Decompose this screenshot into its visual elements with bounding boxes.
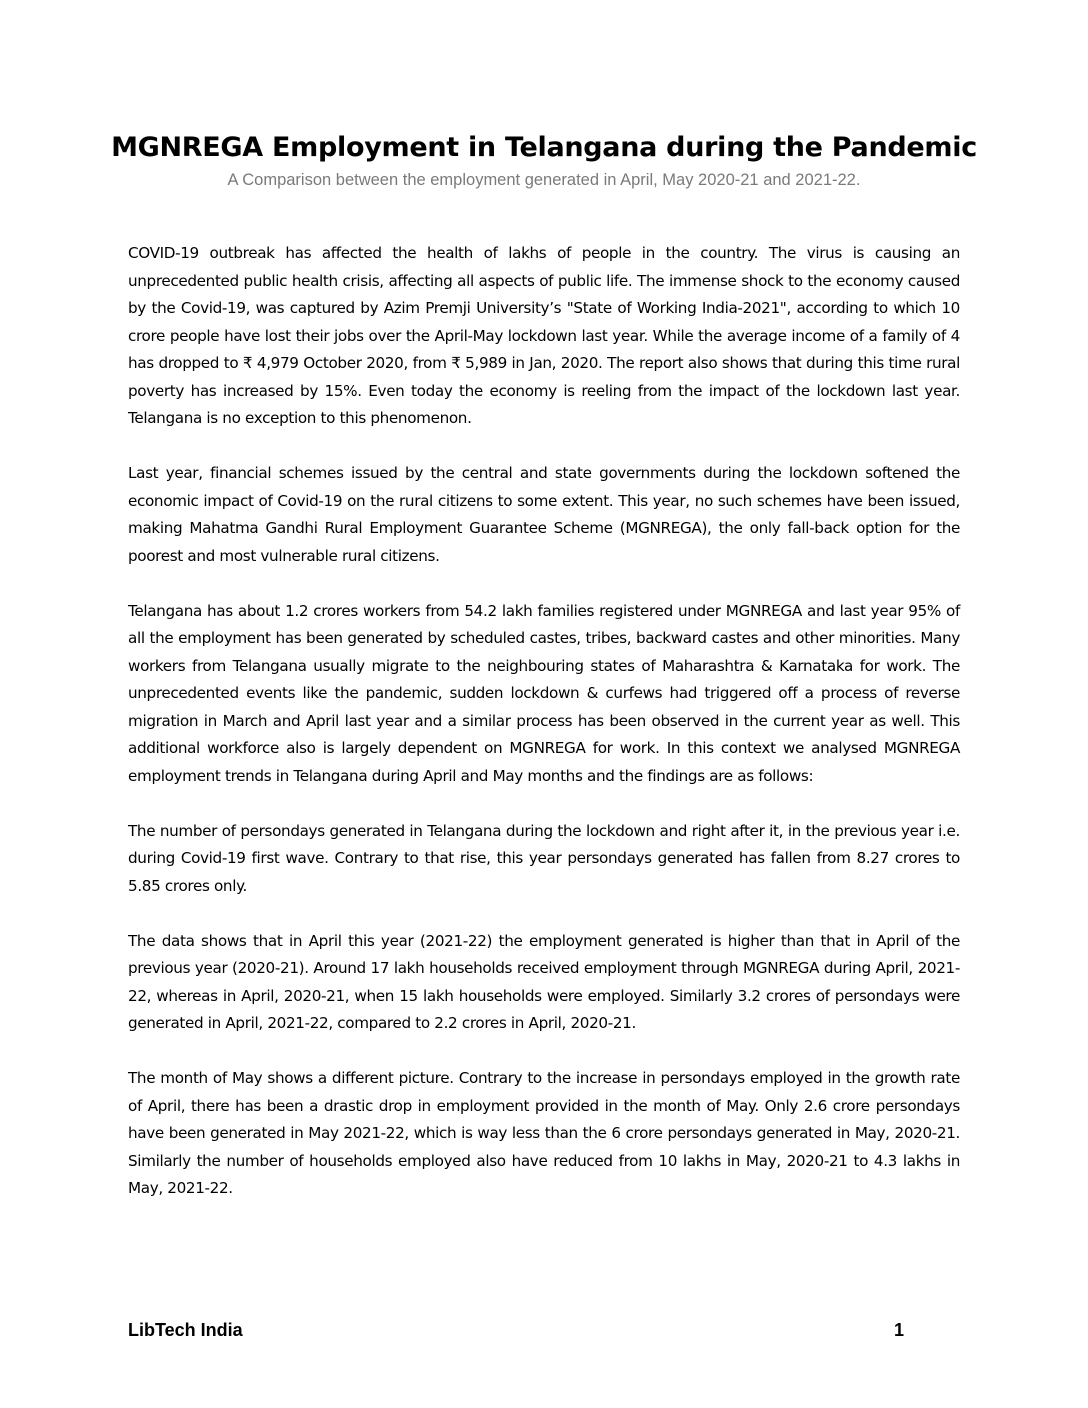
page-subtitle: A Comparison between the employment generated in April, May 2020-21 and 2021-22. — [227, 171, 861, 189]
paragraph-financial-schemes: Last year, financial schemes issued by the central and state governments during the lockdown softened the economic impact of Covid-19 on the rural citizens to some extent. This year, no such schemes have been issued, making Mahatma Gandhi Rural Employment Guarantee Scheme (MGNREGA), the only fall-back option for the poorest and most vulnerable rural citizens. — [128, 464, 960, 565]
paragraph-april-employment: The data shows that in April this year (2021-22) the employment generated is higher than that in April of the previous year (2020-21). Around 17 lakh households received employment through MGNREGA during April, 2021-22, whereas in April, 2020-21, when 15 lakh households were employed. Similarly 3.2 crores of persondays were generated in April, 2021-22, compared to 2.2 crores in April, 2020-21. — [128, 931, 960, 1032]
footer-organization: LibTech India — [128, 1320, 243, 1340]
paragraph-covid-impact: COVID-19 outbreak has affected the health of lakhs of people in the country. The virus is causing an unprecedented public health crisis, affecting all aspects of public life. The immense shock to the economy caused by the Covid-19, was captured by Azim Premji University’s "State of Working India-2021", according to which 10 crore people have lost their jobs over the April-May lockdown last year. While the average income of a family of 4 has dropped to ₹ 4,979 October 2020, from ₹ 5,989 in Jan, 2020. The report also shows that during this time rural poverty has increased by 15%. Even today the economy is reeling from the impact of the lockdown last year. Telangana is no exception to this phenomenon. — [128, 244, 960, 427]
paragraph-may-employment: The month of May shows a different picture. Contrary to the increase in persondays employed in the growth rate of April, there has been a drastic drop in employment provided in the month of May. Only 2.6 crore persondays have been generated in May 2021-22, which is way less than the 6 crore persondays generated in May, 2020-21. Similarly the number of households employed also have reduced from 10 lakhs in May, 2020-21 to 4.3 lakhs in May, 2021-22. — [128, 1069, 960, 1197]
paragraph-telangana-workers: Telangana has about 1.2 crores workers from 54.2 lakh families registered under MGNREGA and last year 95% of all the employment has been generated by scheduled castes, tribes, backward castes and other minorities. Many workers from Telangana usually migrate to the neighbouring states of Maharashtra & Karnataka for work. The unprecedented events like the pandemic, sudden lockdown & curfews had triggered off a process of reverse migration in March and April last year and a similar process has been observed in the current year as well. This additional workforce also is largely dependent on MGNREGA for work. In this context we analysed MGNREGA employment trends in Telangana during April and May months and the findings are as follows: — [128, 601, 960, 785]
paragraph-persondays-fall: The number of persondays generated in Telangana during the lockdown and right after it, in the previous year i.e. during Covid-19 first wave. Contrary to that rise, this year persondays generated has fallen from 8.27 crores to 5.85 crores only. — [128, 821, 960, 895]
footer-page-number: 1 — [894, 1320, 905, 1340]
page-title: MGNREGA Employment in Telangana during the Pandemic — [111, 132, 977, 163]
document-body — [128, 240, 960, 1230]
